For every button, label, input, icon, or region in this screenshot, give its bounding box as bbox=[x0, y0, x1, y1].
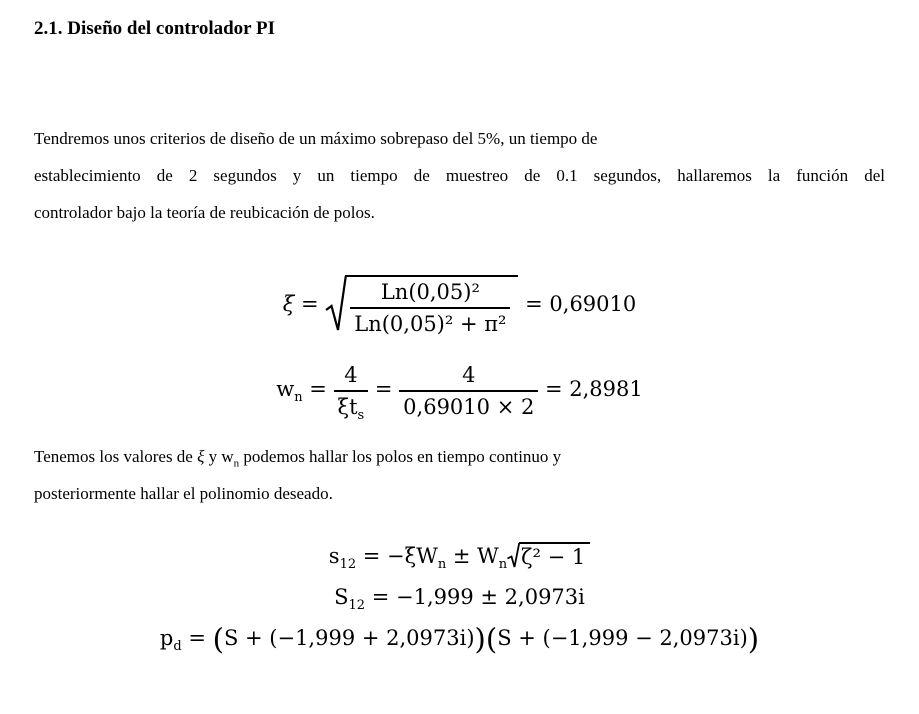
math-var-s12 bbox=[328, 543, 357, 572]
subscript-12: 12 bbox=[339, 556, 357, 572]
text-segment: podemos hallar los polos en tiempo continuo y bbox=[239, 446, 562, 466]
fraction-numerator: 4 bbox=[334, 362, 369, 392]
math-operator: = −ξW bbox=[356, 543, 438, 568]
square-root bbox=[325, 275, 518, 336]
radical-sign-icon bbox=[325, 275, 347, 333]
paragraph-design-criteria bbox=[34, 120, 885, 231]
math-var-S: S bbox=[334, 584, 349, 609]
text-line: Tendremos unos criterios de diseño de un máximo sobrepaso del 5%, un tiempo de bbox=[34, 129, 598, 148]
equation-natural-frequency bbox=[34, 362, 885, 424]
equation-poles-values bbox=[34, 584, 885, 613]
subscript-d: d bbox=[173, 639, 182, 655]
math-operator: ± W bbox=[446, 543, 499, 568]
text-segment: Tenemos los valores de bbox=[34, 446, 198, 466]
square-root bbox=[507, 542, 590, 569]
fraction-denominator: 0,69010 × 2 bbox=[403, 395, 535, 420]
math-var-pd bbox=[159, 625, 182, 655]
fraction-denominator: Ln(0,05)² + π² bbox=[354, 312, 507, 337]
subscript-n: n bbox=[233, 456, 240, 469]
radicand: ζ² − 1 bbox=[519, 542, 590, 569]
fraction bbox=[334, 362, 369, 424]
fraction bbox=[399, 362, 538, 419]
big-paren-open: ( bbox=[212, 621, 224, 656]
equals-sign: = bbox=[368, 377, 400, 402]
text-line: controlador bajo la teoría de reubicación de polos. bbox=[34, 203, 375, 222]
math-var-wn bbox=[276, 377, 303, 406]
equation-damping-ratio bbox=[34, 275, 885, 336]
big-paren-close: ) bbox=[747, 621, 760, 656]
equals-sign: = bbox=[181, 625, 213, 650]
equation-result: = 0,69010 bbox=[518, 292, 637, 317]
math-var-xi-t: ξt bbox=[337, 395, 358, 420]
text-line: establecimiento de 2 segundos y un tiempo de muestreo de 0.1 segundos, hallaremos la función del bbox=[34, 166, 885, 185]
big-paren-open: ( bbox=[485, 621, 498, 656]
paragraph-poles-intro bbox=[34, 438, 885, 512]
math-var-s: s bbox=[328, 543, 340, 568]
equals-sign: = bbox=[302, 377, 334, 402]
text-line: posteriormente hallar el polinomio deseado. bbox=[34, 483, 333, 503]
equals-sign: = bbox=[294, 292, 326, 317]
fraction-denominator bbox=[334, 392, 369, 424]
subscript-n: n bbox=[437, 556, 447, 572]
equation-result: = −1,999 ± 2,0973i bbox=[365, 584, 585, 609]
fraction bbox=[350, 279, 510, 336]
fraction-numerator: 4 bbox=[399, 362, 538, 392]
polynomial-factor-2: S + (−1,999 − 2,0973i) bbox=[497, 625, 748, 650]
subscript-12: 12 bbox=[348, 597, 366, 613]
section-heading: 2.1. Diseño del controlador PI bbox=[34, 18, 276, 39]
polynomial-factor-1: S + (−1,999 + 2,0973i) bbox=[223, 625, 475, 650]
radicand bbox=[345, 275, 518, 336]
subscript-n: n bbox=[498, 556, 508, 572]
fraction-numerator: Ln(0,05)² bbox=[350, 279, 510, 309]
equation-poles-formula bbox=[34, 542, 885, 572]
math-var-xi: ξ bbox=[282, 292, 295, 317]
subscript-n: n bbox=[294, 390, 303, 406]
text-segment: y w bbox=[204, 446, 234, 466]
math-var-w: w bbox=[276, 377, 295, 402]
text-line bbox=[34, 446, 562, 469]
subscript-s: s bbox=[357, 408, 365, 424]
big-paren-close: ) bbox=[474, 621, 486, 656]
math-var-S12 bbox=[334, 584, 366, 613]
math-var-p: p bbox=[159, 625, 174, 650]
equation-desired-polynomial bbox=[34, 623, 885, 656]
inline-math-xi: ξ bbox=[197, 446, 205, 466]
equation-result: = 2,8981 bbox=[538, 377, 643, 402]
